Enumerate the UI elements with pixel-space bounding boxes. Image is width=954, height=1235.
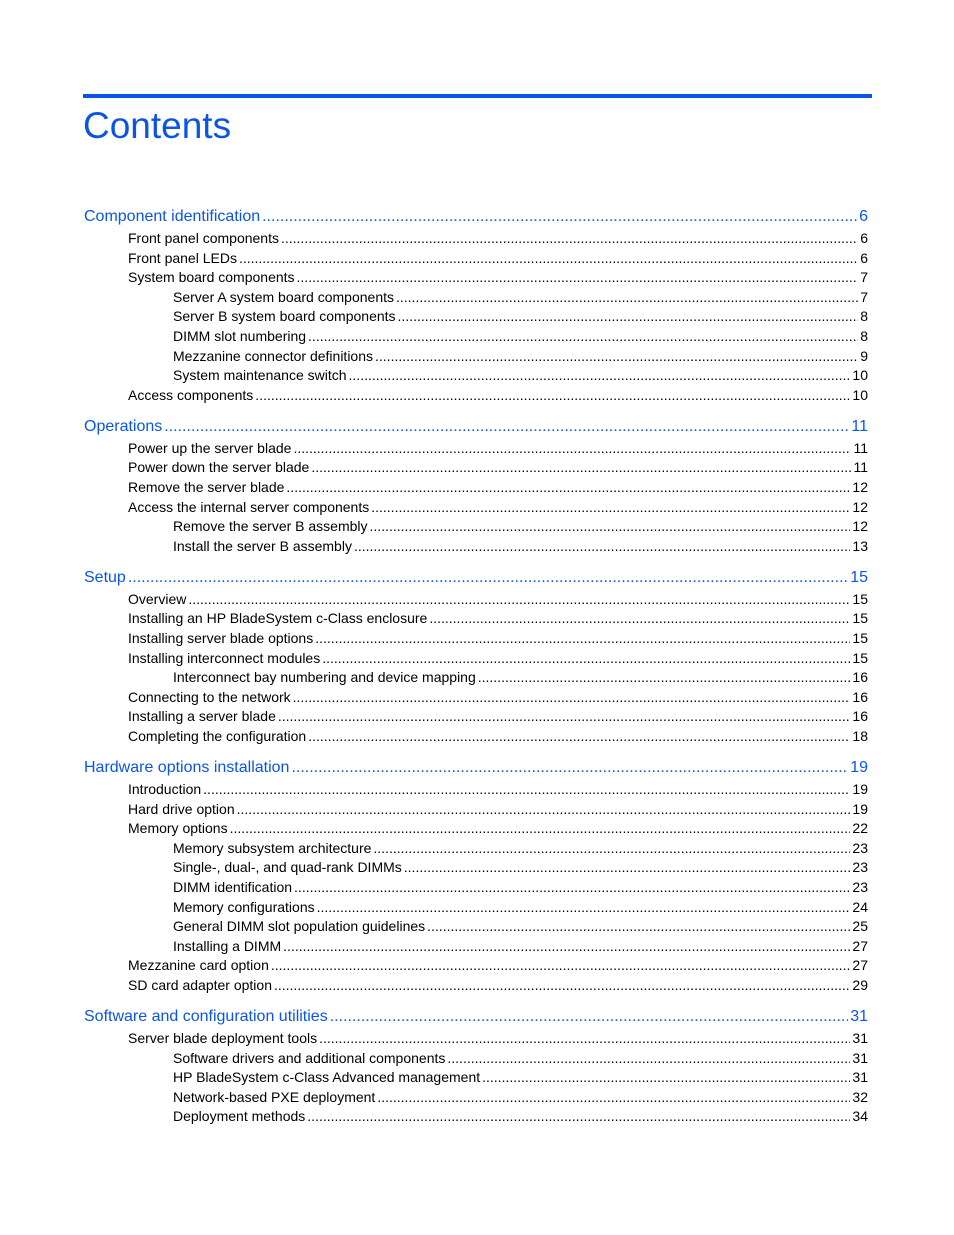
toc-entry[interactable] xyxy=(128,648,868,668)
toc-entry-page: 9 xyxy=(860,347,868,364)
toc-entry-title: Memory options xyxy=(128,820,228,837)
toc-entry[interactable] xyxy=(173,897,868,917)
toc-entry-title: Power down the server blade xyxy=(128,459,310,476)
toc-dot-leader xyxy=(293,687,851,707)
toc-dot-leader xyxy=(128,567,848,589)
toc-entry[interactable] xyxy=(173,877,868,897)
toc-dot-leader xyxy=(429,608,850,628)
toc-entry-page: 31 xyxy=(850,1008,868,1025)
toc-dot-leader xyxy=(293,438,851,458)
toc-dot-leader xyxy=(283,936,850,956)
toc-entry-title: Single-, dual-, and quad-rank DIMMs xyxy=(173,859,402,876)
toc-entry-page: 27 xyxy=(852,957,868,974)
toc-entry-title: Installing a server blade xyxy=(128,708,276,725)
toc-dot-leader xyxy=(398,306,859,326)
toc-entry-page: 31 xyxy=(852,1049,868,1066)
toc-entry[interactable] xyxy=(128,267,868,287)
toc-dot-leader xyxy=(188,589,850,609)
toc-entry[interactable] xyxy=(128,497,868,517)
toc-entry[interactable] xyxy=(173,1087,868,1107)
toc-dot-leader xyxy=(427,916,850,936)
title-rule xyxy=(83,94,872,98)
toc-entry-page: 7 xyxy=(860,269,868,286)
toc-dot-leader xyxy=(308,726,850,746)
toc-entry-title: Deployment methods xyxy=(173,1108,306,1125)
toc-chapter-entry[interactable] xyxy=(84,206,868,228)
toc-dot-leader xyxy=(375,346,858,366)
toc-entry-page: 12 xyxy=(852,518,868,535)
toc-entry-title: Memory subsystem architecture xyxy=(173,839,372,856)
toc-entry-title: Installing an HP BladeSystem c-Class enclosure xyxy=(128,610,428,627)
toc-chapter-entry[interactable] xyxy=(84,1006,868,1028)
toc-entry-page: 19 xyxy=(852,781,868,797)
toc-entry[interactable] xyxy=(128,477,868,497)
toc-entry[interactable] xyxy=(173,1067,868,1087)
toc-entry[interactable] xyxy=(128,779,868,799)
toc-entry-page: 8 xyxy=(860,328,868,344)
toc-entry-page: 11 xyxy=(853,439,868,456)
toc-entry-page: 31 xyxy=(852,1069,868,1086)
toc-entry[interactable] xyxy=(173,287,868,307)
toc-entry[interactable] xyxy=(173,306,868,326)
toc-dot-leader xyxy=(354,536,850,556)
toc-entry-page: 25 xyxy=(852,918,868,935)
toc-entry-title: Install the server B assembly xyxy=(173,537,352,554)
toc-entry-page: 12 xyxy=(852,498,868,515)
toc-entry-page: 13 xyxy=(852,537,868,554)
toc-dot-leader xyxy=(311,457,851,477)
toc-dot-leader xyxy=(447,1048,850,1068)
toc-entry-page: 15 xyxy=(852,610,868,627)
toc-dot-leader xyxy=(478,667,851,687)
toc-entry-title: Completing the configuration xyxy=(128,728,307,744)
toc-dot-leader xyxy=(291,757,848,779)
toc-entry-title: Overview xyxy=(128,590,187,607)
toc-entry[interactable] xyxy=(128,438,868,458)
toc-dot-leader xyxy=(203,779,850,799)
toc-entry-title: Software and configuration utilities xyxy=(84,1008,328,1025)
toc-entry[interactable] xyxy=(128,687,868,707)
toc-entry-title: Installing server blade options xyxy=(128,630,314,646)
toc-entry[interactable] xyxy=(173,365,868,385)
toc-entry[interactable] xyxy=(173,516,868,536)
toc-entry-title: Hardware options installation xyxy=(84,759,290,776)
toc-entry-title: Front panel components xyxy=(128,230,279,246)
toc-entry[interactable] xyxy=(173,936,868,956)
toc-entry-title: Setup xyxy=(84,568,126,586)
toc-entry[interactable] xyxy=(128,608,868,628)
toc-entry-title: Server B system board components xyxy=(173,308,396,325)
toc-entry-title: Remove the server B assembly xyxy=(173,518,368,535)
toc-dot-leader xyxy=(319,1028,850,1048)
toc-entry-title: DIMM identification xyxy=(173,879,293,895)
toc-dot-leader xyxy=(349,365,851,385)
toc-entry-title: Installing a DIMM xyxy=(173,937,282,954)
toc-dot-leader xyxy=(164,416,849,438)
toc-entry-page: 6 xyxy=(860,230,868,246)
toc-entry[interactable] xyxy=(173,667,868,687)
toc-entry-page: 10 xyxy=(852,386,868,403)
toc-entry-page: 27 xyxy=(852,937,868,954)
toc-dot-leader xyxy=(371,497,850,517)
toc-entry[interactable] xyxy=(173,1106,868,1126)
toc-entry[interactable] xyxy=(128,589,868,609)
page-title: Contents xyxy=(83,105,232,146)
toc-dot-leader xyxy=(262,206,857,228)
toc-entry-page: 6 xyxy=(859,208,868,225)
toc-dot-leader xyxy=(281,228,858,248)
toc-entry-title: Interconnect bay numbering and device mapping xyxy=(173,669,476,686)
toc-entry-title: Front panel LEDs xyxy=(128,249,237,266)
toc-entry-title: Connecting to the network xyxy=(128,688,291,705)
toc-entry[interactable] xyxy=(128,248,868,268)
toc-entry-title: Installing interconnect modules xyxy=(128,649,321,666)
toc-entry-page: 23 xyxy=(852,879,868,895)
toc-entry[interactable] xyxy=(128,975,868,995)
toc-entry[interactable] xyxy=(173,857,868,877)
toc-entry-title: Operations xyxy=(84,417,163,435)
toc-dot-leader xyxy=(294,877,850,897)
toc-entry-page: 16 xyxy=(852,669,868,686)
toc-entry-title: Component identification xyxy=(84,208,261,225)
toc-entry-page: 29 xyxy=(852,977,868,993)
toc-dot-leader xyxy=(404,857,851,877)
toc-entry-page: 15 xyxy=(852,630,868,646)
toc-entry-page: 8 xyxy=(860,308,868,325)
toc-dot-leader xyxy=(370,516,851,536)
toc-chapter-entry[interactable] xyxy=(84,567,868,589)
toc-entry[interactable] xyxy=(173,1048,868,1068)
toc-dot-leader xyxy=(230,818,851,838)
toc-entry[interactable] xyxy=(128,228,868,248)
toc-dot-leader xyxy=(315,628,850,648)
toc-entry-title: Introduction xyxy=(128,781,202,797)
toc-entry[interactable] xyxy=(173,326,868,346)
toc-entry[interactable] xyxy=(173,346,868,366)
toc-entry-page: 23 xyxy=(852,859,868,876)
toc-entry-page: 11 xyxy=(853,459,868,476)
toc-dot-leader xyxy=(317,897,851,917)
toc-entry[interactable] xyxy=(128,726,868,746)
toc-dot-leader xyxy=(286,477,850,497)
toc-dot-leader xyxy=(308,326,858,346)
toc-dot-leader xyxy=(377,1087,850,1107)
toc-entry-page: 11 xyxy=(851,417,868,435)
toc-dot-leader xyxy=(373,838,850,858)
toc-chapter-entry[interactable] xyxy=(84,757,868,779)
toc-entry-title: System maintenance switch xyxy=(173,367,347,384)
toc-dot-leader xyxy=(274,975,850,995)
toc-entry-page: 19 xyxy=(852,800,868,817)
toc-entry[interactable] xyxy=(128,955,868,975)
toc-chapter-entry[interactable] xyxy=(84,416,868,438)
toc-entry-title: Server blade deployment tools xyxy=(128,1030,318,1046)
toc-entry-page: 6 xyxy=(860,249,868,266)
toc-dot-leader xyxy=(396,287,858,307)
toc-entry-page: 15 xyxy=(850,568,868,586)
toc-entry-title: Server A system board components xyxy=(173,288,394,305)
toc-entry-page: 34 xyxy=(852,1108,868,1125)
toc-entry[interactable] xyxy=(173,838,868,858)
toc-entry-page: 23 xyxy=(852,839,868,856)
toc-entry-page: 24 xyxy=(852,898,868,915)
toc-entry-title: Hard drive option xyxy=(128,800,235,817)
toc-entry[interactable] xyxy=(128,1028,868,1048)
toc-dot-leader xyxy=(278,706,851,726)
toc-dot-leader xyxy=(237,799,851,819)
toc-dot-leader xyxy=(297,267,859,287)
toc-entry-page: 18 xyxy=(852,728,868,744)
toc-dot-leader xyxy=(482,1067,850,1087)
toc-entry[interactable] xyxy=(128,628,868,648)
toc-entry-title: General DIMM slot population guidelines xyxy=(173,918,426,935)
toc-entry-title: System board components xyxy=(128,269,295,286)
toc-dot-leader xyxy=(239,248,858,268)
toc-entry-page: 16 xyxy=(852,708,868,725)
toc-dot-leader xyxy=(330,1006,849,1028)
toc-entry-title: Network-based PXE deployment xyxy=(173,1088,376,1105)
toc-entry[interactable] xyxy=(128,457,868,477)
toc-entry-title: SD card adapter option xyxy=(128,977,272,993)
toc-entry[interactable] xyxy=(128,799,868,819)
toc-entry[interactable] xyxy=(128,706,868,726)
toc-entry-page: 32 xyxy=(852,1088,868,1105)
toc-entry-page: 15 xyxy=(852,590,868,607)
toc-entry[interactable] xyxy=(173,916,868,936)
toc-entry-page: 12 xyxy=(852,479,868,495)
toc-dot-leader xyxy=(255,385,850,405)
toc-entry[interactable] xyxy=(173,536,868,556)
toc-entry-page: 16 xyxy=(852,688,868,705)
toc-dot-leader xyxy=(271,955,851,975)
toc-entry-title: Mezzanine card option xyxy=(128,957,269,974)
toc-entry-page: 10 xyxy=(852,367,868,384)
toc-dot-leader xyxy=(322,648,850,668)
toc-entry-page: 7 xyxy=(860,288,868,305)
toc-entry-title: Mezzanine connector definitions xyxy=(173,347,374,364)
toc-entry-title: Remove the server blade xyxy=(128,479,285,495)
toc-entry-title: Access the internal server components xyxy=(128,498,370,515)
toc-dot-leader xyxy=(307,1106,850,1126)
toc-entry-title: Power up the server blade xyxy=(128,439,292,456)
toc-entry[interactable] xyxy=(128,385,868,405)
toc-entry-page: 15 xyxy=(852,649,868,666)
toc-entry-page: 19 xyxy=(850,759,868,776)
toc-entry-title: Software drivers and additional components xyxy=(173,1049,446,1066)
toc-entry-page: 22 xyxy=(852,820,868,837)
toc-entry-page: 31 xyxy=(852,1030,868,1046)
toc-entry-title: Access components xyxy=(128,386,254,403)
toc-entry-title: DIMM slot numbering xyxy=(173,328,307,344)
toc-entry-title: HP BladeSystem c-Class Advanced management xyxy=(173,1069,481,1086)
toc-entry[interactable] xyxy=(128,818,868,838)
toc-entry-title: Memory configurations xyxy=(173,898,315,915)
